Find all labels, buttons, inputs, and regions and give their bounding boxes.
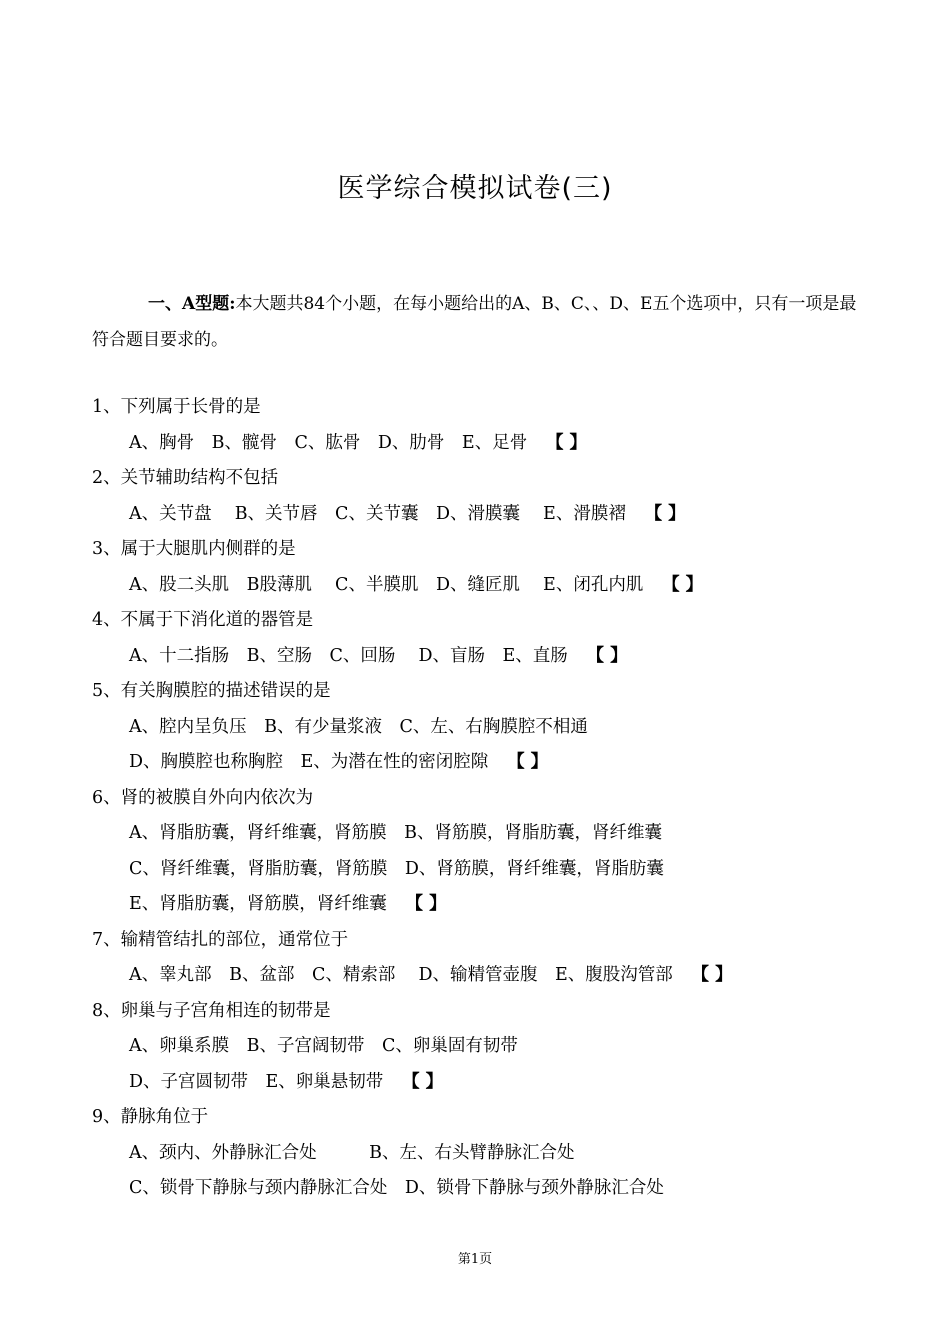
option-text: D、胸膜腔也称胸腔 E、为潜在性的密闭腔隙	[129, 752, 506, 772]
question-options	[92, 745, 872, 781]
question-options	[92, 852, 872, 888]
question-options	[92, 710, 872, 746]
question-options	[92, 568, 872, 604]
answer-bracket[interactable]: 【 】	[653, 503, 686, 524]
question-stem: 1、下列属于长骨的是	[92, 397, 261, 417]
answer-bracket[interactable]: 【 】	[414, 894, 447, 914]
option-text: A、颈内、外静脉汇合处 B、左、右头臂静脉汇合处	[129, 1142, 575, 1163]
option-text: A、肾脂肪囊，肾纤维囊，肾筋膜 B、肾筋膜，肾脂肪囊，肾纤维囊	[129, 823, 662, 843]
question-stem: 8、卵巢与子宫角相连的韧带是	[92, 1000, 331, 1021]
question-options	[92, 497, 872, 533]
question-stem: 9、静脉角位于	[92, 1107, 209, 1127]
question-options	[92, 958, 872, 994]
section-intro	[92, 286, 862, 358]
option-text: A、胸骨 B、髋骨 C、肱骨 D、肋骨 E、足骨	[129, 432, 545, 453]
option-text: A、关节盘 B、关节唇 C、关节囊 D、滑膜囊 E、滑膜褶	[129, 503, 644, 524]
question-stem: 4、不属于下消化道的器管是	[92, 610, 314, 630]
answer-bracket[interactable]: 【 】	[700, 965, 733, 985]
option-text: C、锁骨下静脉与颈内静脉汇合处 D、锁骨下静脉与颈外静脉汇合处	[129, 1178, 664, 1198]
answer-bracket[interactable]: 【 】	[670, 574, 704, 595]
answer-bracket[interactable]: 【 】	[410, 1071, 444, 1092]
section-heading: 一、A型题:	[148, 294, 236, 314]
page-title: 医学综合模拟试卷(三)	[337, 173, 613, 204]
answer-bracket[interactable]: 【 】	[595, 645, 628, 666]
option-text: A、腔内呈负压 B、有少量浆液 C、左、右胸膜腔不相通	[129, 716, 588, 737]
question-options	[92, 1065, 872, 1101]
answer-bracket[interactable]: 【 】	[554, 432, 588, 453]
answer-bracket[interactable]: 【 】	[515, 752, 549, 772]
section-description: 本大题共84个小题，在每小题给出的A、B、C、、D、E五个选项中，只有一项是最符合题目要求的。	[92, 294, 857, 350]
question-options	[92, 1171, 872, 1207]
question-options	[92, 1029, 872, 1065]
option-text: A、睾丸部 B、盆部 C、精索部 D、输精管壶腹 E、腹股沟管部	[129, 965, 691, 985]
question-options	[92, 887, 872, 923]
question-options	[92, 816, 872, 852]
option-text: A、十二指肠 B、空肠 C、回肠 D、盲肠 E、直肠	[129, 645, 586, 666]
question-stem: 6、肾的被膜自外向内依次为	[92, 787, 314, 808]
question-options	[92, 1136, 872, 1172]
question-options	[92, 639, 872, 675]
question-options	[92, 426, 872, 462]
question-stem: 7、输精管结扎的部位，通常位于	[92, 929, 349, 950]
page-number: 第1页	[457, 1252, 493, 1267]
option-text: A、卵巢系膜 B、子宫阔韧带 C、卵巢固有韧带	[129, 1036, 518, 1056]
question-stem: 5、有关胸膜腔的描述错误的是	[92, 681, 331, 701]
question-list	[92, 390, 872, 1207]
option-text: A、股二头肌 B股薄肌 C、半膜肌 D、缝匠肌 E、闭孔内肌	[129, 574, 661, 595]
option-text: D、子宫圆韧带 E、卵巢悬韧带	[129, 1071, 401, 1092]
option-text: E、肾脂肪囊，肾筋膜，肾纤维囊	[129, 894, 405, 914]
question-stem: 2、关节辅助结构不包括	[92, 468, 279, 488]
option-text: C、肾纤维囊，肾脂肪囊，肾筋膜 D、肾筋膜，肾纤维囊，肾脂肪囊	[129, 858, 664, 879]
question-stem: 3、属于大腿肌内侧群的是	[92, 539, 296, 559]
